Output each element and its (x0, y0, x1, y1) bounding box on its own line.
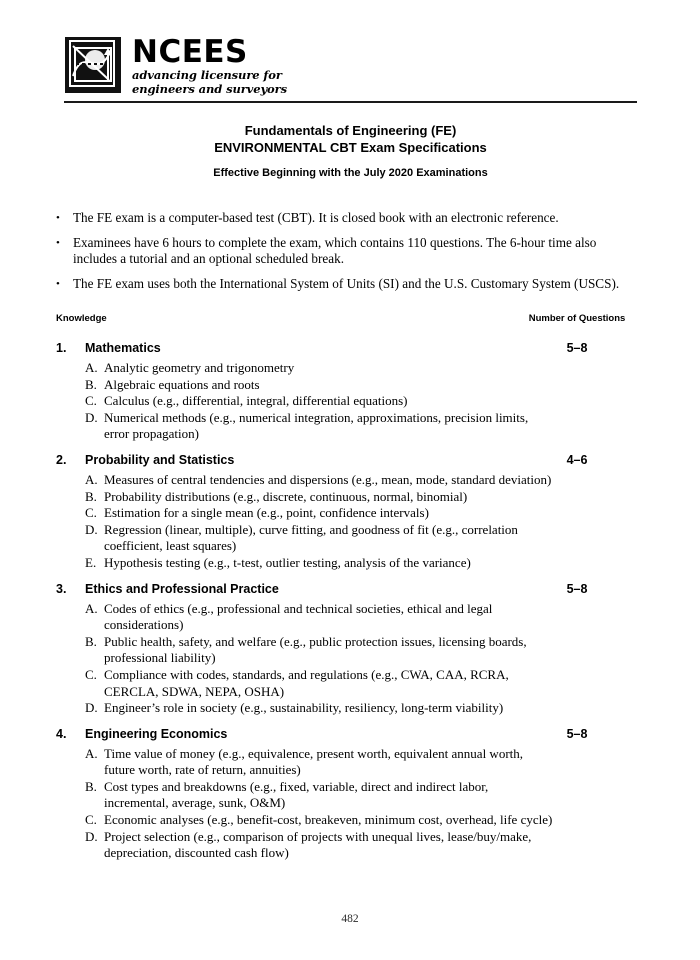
list-item (85, 555, 555, 572)
section-question-count: 5–8 (566, 341, 588, 355)
subtopic-letter: B. (85, 633, 97, 649)
list-item (85, 746, 555, 779)
subtopic-letter: A. (85, 745, 98, 761)
section-heading (56, 582, 640, 601)
subtopic-letter: B. (85, 778, 97, 794)
logo-wordmark (132, 36, 287, 96)
ncees-logo (64, 36, 637, 96)
subtopic-text: Calculus (e.g., differential, integral, differential equations) (104, 393, 408, 409)
list-item (85, 472, 555, 489)
logo-tagline-line2: engineers and surveyors (132, 81, 287, 96)
subtopic-letter: B. (85, 376, 97, 392)
list-item (85, 601, 555, 634)
bullet-icon: • (56, 212, 60, 224)
list-item (85, 360, 555, 377)
subtopic-text: Codes of ethics (e.g., professional and technical societies, ethical and legal considerations) (104, 600, 493, 633)
list-item (85, 505, 555, 522)
logo-tagline (132, 69, 287, 96)
list-item (85, 667, 555, 700)
section-title: Engineering Economics (85, 726, 228, 741)
list-item (85, 522, 555, 555)
subtopic-text: Cost types and breakdowns (e.g., fixed, variable, direct and indirect labor, incremental, average, sunk, O&M) (104, 778, 489, 811)
subtopic-letter: A. (85, 471, 98, 487)
section-title: Probability and Statistics (85, 452, 235, 467)
page-subtitle: Effective Beginning with the July 2020 Examinations (213, 167, 488, 179)
knowledge-section (56, 582, 640, 717)
knowledge-section (56, 453, 640, 572)
list-item (85, 410, 555, 443)
list-item (56, 210, 640, 227)
subtopic-text: Analytic geometry and trigonometry (104, 360, 295, 375)
list-item (85, 634, 555, 667)
subtopic-text: Economic analyses (e.g., benefit-cost, breakeven, minimum cost, overhead, life cycle) (104, 812, 553, 828)
column-header-knowledge: Knowledge (56, 313, 107, 324)
subtopic-text: Hypothesis testing (e.g., t-test, outlier testing, analysis of the variance) (104, 554, 471, 570)
bullet-text: The FE exam is a computer-based test (CBT). It is closed book with an electronic reference. (73, 210, 559, 225)
subtopic-letter: C. (85, 666, 97, 682)
logo-name: NCEES (132, 34, 248, 70)
section-title: Ethics and Professional Practice (85, 581, 279, 596)
subtopic-text: Probability distributions (e.g., discrete, continuous, normal, binomial) (104, 488, 468, 504)
section-number: 1. (56, 341, 67, 355)
bullet-icon: • (56, 236, 60, 249)
section-question-count: 4–6 (566, 452, 588, 467)
section-question-count: 5–8 (566, 726, 588, 741)
ncees-emblem-icon (64, 36, 122, 94)
section-question-count: 5–8 (566, 581, 588, 596)
subtopic-text: Estimation for a single mean (e.g., point, confidence intervals) (104, 505, 429, 521)
section-title: Mathematics (85, 341, 161, 355)
section-number: 2. (56, 452, 67, 467)
knowledge-sections (56, 341, 640, 872)
subtopic-letter: D. (85, 700, 98, 716)
intro-bullet-list (56, 210, 640, 300)
subtopic-letter: A. (85, 600, 98, 616)
subtopic-letter: D. (85, 828, 98, 844)
subtopic-text: Regression (linear, multiple), curve fitting, and goodness of fit (e.g., correlation coefficient, least squares) (104, 521, 518, 554)
list-item (85, 489, 555, 506)
section-subtopics (85, 360, 555, 443)
document-title-block (64, 122, 637, 181)
list-item (85, 779, 555, 812)
section-subtopics (85, 472, 555, 572)
subtopic-text: Public health, safety, and welfare (e.g., public protection issues, licensing boards, professional liability) (104, 633, 527, 666)
column-header-number-of-questions: Number of Questions (528, 313, 626, 324)
subtopic-text: Engineer’s role in society (e.g., sustainability, resiliency, long-term viability) (104, 700, 504, 716)
knowledge-section (56, 341, 640, 443)
knowledge-section (56, 727, 640, 862)
list-item (56, 276, 640, 293)
list-item (85, 377, 555, 394)
section-number: 3. (56, 581, 67, 596)
section-number: 4. (56, 726, 67, 741)
subtopic-text: Algebraic equations and roots (104, 376, 260, 392)
logo-tagline-line1: advancing licensure for (132, 68, 282, 82)
page-title-line-2: ENVIRONMENTAL CBT Exam Specifications (214, 140, 487, 155)
subtopic-letter: C. (85, 812, 97, 828)
page-number: 482 (341, 913, 359, 925)
section-subtopics (85, 601, 555, 717)
bullet-text: Examinees have 6 hours to complete the exam, which contains 110 questions. The 6-hour time also includes a tutorial and an optional scheduled break. (73, 234, 597, 266)
bullet-text: The FE exam uses both the International System of Units (SI) and the U.S. Customary System (USCS). (73, 275, 620, 291)
subtopic-text: Compliance with codes, standards, and regulations (e.g., CWA, CAA, RCRA, CERCLA, SDWA, NEPA, OSHA) (104, 666, 509, 699)
section-heading (56, 727, 640, 746)
list-item (85, 812, 555, 829)
list-item (85, 393, 555, 410)
list-item (85, 829, 555, 862)
subtopic-text: Project selection (e.g., comparison of projects with unequal lives, lease/buy/make, depreciation, discounted cash flow) (104, 828, 532, 861)
bullet-icon: • (56, 277, 60, 290)
subtopic-letter: D. (85, 409, 98, 425)
subtopic-letter: D. (85, 521, 98, 537)
subtopic-letter: C. (85, 505, 97, 521)
subtopic-text: Numerical methods (e.g., numerical integration, approximations, precision limits, error propagation) (104, 409, 529, 442)
list-item (85, 700, 555, 717)
list-item (56, 235, 640, 268)
section-heading (56, 341, 640, 360)
subtopic-letter: B. (85, 488, 97, 504)
page-title-line-1: Fundamentals of Engineering (FE) (244, 123, 457, 138)
section-heading (56, 453, 640, 472)
section-subtopics (85, 746, 555, 862)
masthead (64, 36, 637, 98)
subtopic-text: Measures of central tendencies and dispersions (e.g., mean, mode, standard deviation) (104, 471, 552, 487)
header-divider (64, 101, 637, 103)
subtopic-letter: C. (85, 393, 97, 409)
subtopic-letter: A. (85, 360, 98, 375)
subtopic-text: Time value of money (e.g., equivalence, present worth, equivalent annual worth, future worth, rate of return, annuities) (104, 745, 524, 778)
subtopic-letter: E. (85, 554, 97, 570)
